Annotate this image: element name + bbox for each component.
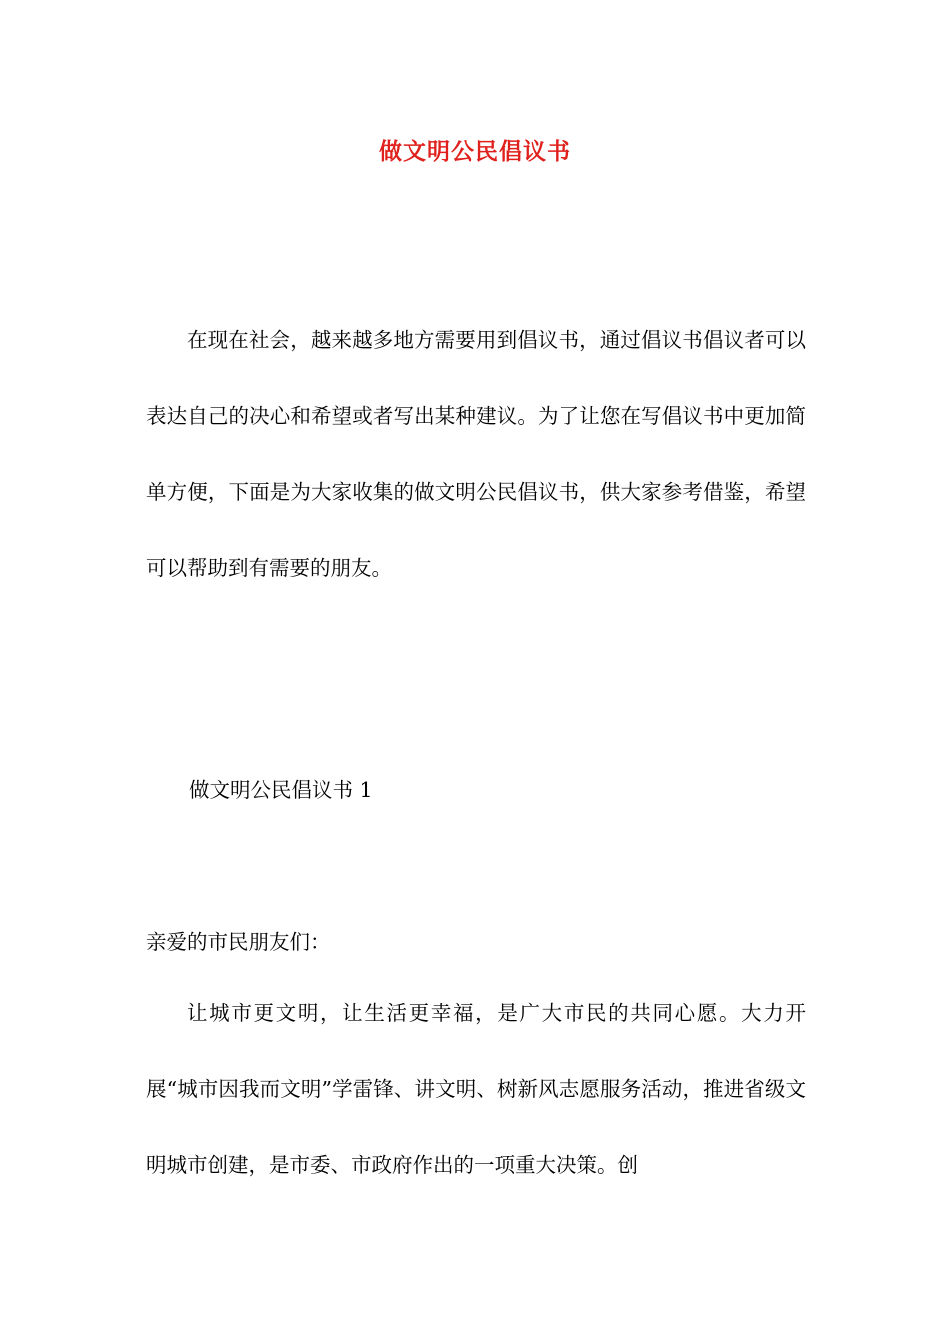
section-heading: 做文明公民倡议书 1 xyxy=(189,778,373,802)
body-paragraph: 让城市更文明，让生活更幸福，是广大市民的共同心愿。大力开展“城市因我而文明”学雷锋、讲文明、树新风志愿服务活动，推进省级文明城市创建，是市委、市政府作出的一项重大决策。创 xyxy=(146,1001,806,1177)
document-title: 做文明公民倡议书 xyxy=(379,138,571,165)
salutation: 亲爱的市民朋友们： xyxy=(146,930,331,954)
intro-paragraph: 在现在社会，越来越多地方需要用到倡议书，通过倡议书倡议者可以表达自己的决心和希望或者写出某种建议。为了让您在写倡议书中更加简单方便，下面是为大家收集的做文明公民倡议书，供大家参考借鉴，希望可以帮助到有需要的朋友。 xyxy=(146,328,806,580)
